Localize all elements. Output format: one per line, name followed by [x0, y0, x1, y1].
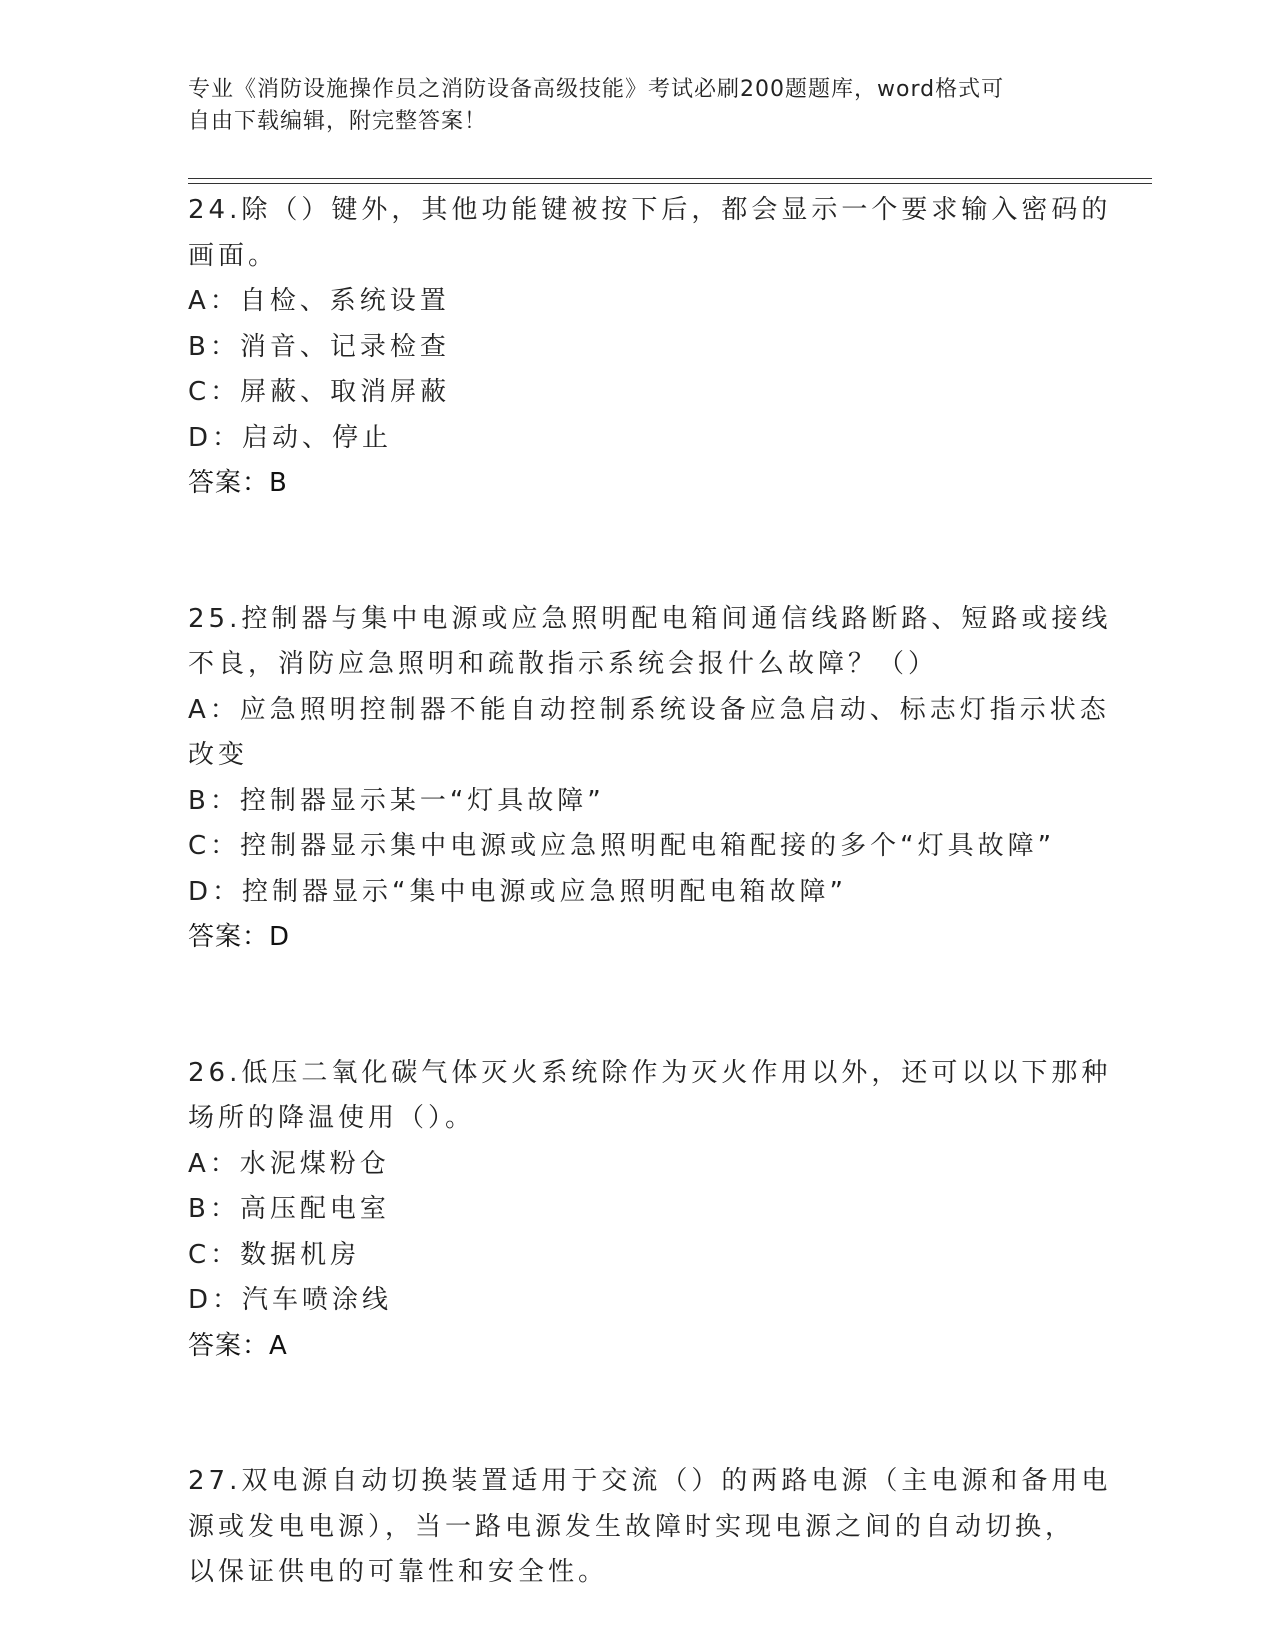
option-b: B：消音、记录检查	[188, 331, 450, 362]
option-b: B：控制器显示某一“灯具故障”	[188, 785, 605, 816]
question-list	[188, 188, 1112, 1596]
option-c: C：控制器显示集中电源或应急照明配电箱配接的多个“灯具故障”	[188, 831, 1056, 861]
question-27	[188, 1459, 1112, 1596]
question-stem-line: 不良，消防应急照明和疏散指示系统会报什么故障？（）	[188, 649, 939, 679]
option-d: D：启动、停止	[188, 422, 393, 453]
answer-label: 答案：D	[188, 922, 291, 952]
option-a: A：自检、系统设置	[188, 286, 450, 316]
header-divider-thin	[188, 183, 1152, 184]
option-b: B：高压配电室	[188, 1194, 390, 1224]
question-stem-line: 27.双电源自动切换装置适用于交流（）的两路电源（主电源和备用电	[188, 1466, 1112, 1496]
option-d: D：控制器显示“集中电源或应急照明配电箱故障”	[188, 876, 847, 907]
question-25	[188, 597, 1112, 961]
question-stem-line: 场所的降温使用（）。	[188, 1103, 476, 1133]
question-stem-line: 源或发电电源），当一路电源发生故障时实现电源之间的自动切换，	[188, 1511, 1076, 1542]
option-c: C：数据机房	[188, 1239, 361, 1270]
question-stem-line: 以保证供电的可靠性和安全性。	[188, 1557, 609, 1587]
question-stem-line: 26.低压二氧化碳气体灭火系统除作为灭火作用以外，还可以以下那种	[188, 1057, 1112, 1088]
option-c: C：屏蔽、取消屏蔽	[188, 377, 451, 407]
option-a-continued: 改变	[188, 740, 249, 770]
question-stem-line: 画面。	[188, 240, 279, 271]
header-divider	[188, 178, 1152, 179]
question-26	[188, 1051, 1112, 1370]
question-spacer	[188, 961, 1088, 1051]
answer-label: 答案：A	[188, 1330, 288, 1361]
question-stem-line: 24.除（）键外，其他功能键被按下后，都会显示一个要求输入密码的	[188, 195, 1112, 225]
header-line-1: 专业《消防设施操作员之消防设备高级技能》考试必刷200题题库，word格式可	[188, 77, 1005, 102]
option-a: A：应急照明控制器不能自动控制系统设备应急启动、标志灯指示状态	[188, 694, 1110, 725]
question-spacer	[188, 1369, 1088, 1459]
header-line-2: 自由下载编辑，附完整答案！	[188, 109, 488, 134]
question-spacer	[188, 507, 1088, 597]
document-header	[188, 74, 1088, 138]
question-24	[188, 188, 1112, 507]
option-d: D：汽车喷涂线	[188, 1285, 393, 1315]
answer-label: 答案：B	[188, 468, 288, 498]
question-stem-line: 25.控制器与集中电源或应急照明配电箱间通信线路断路、短路或接线	[188, 603, 1112, 634]
option-a: A：水泥煤粉仓	[188, 1148, 390, 1179]
